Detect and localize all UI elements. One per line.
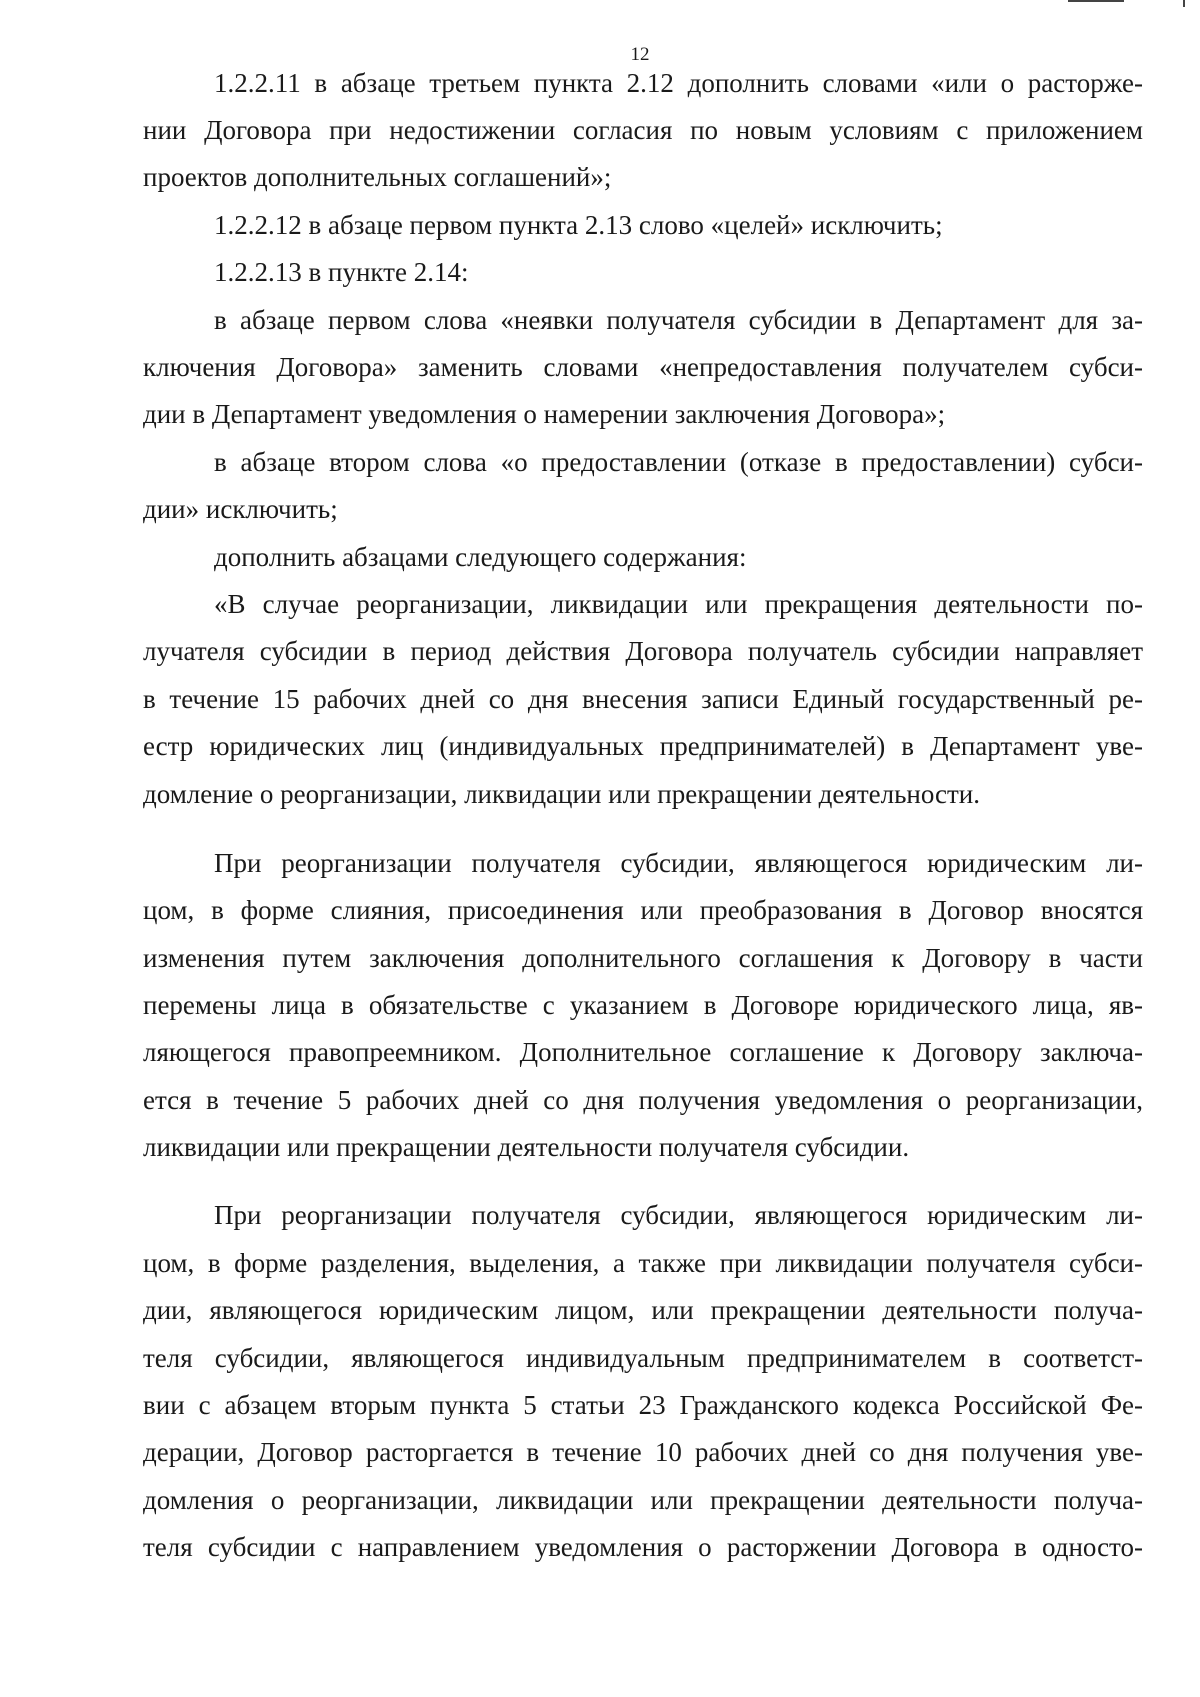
- text-line: При реорганизации получателя субсидии, являющегося юридическим ли-: [214, 848, 1143, 878]
- text-line: ликвидации или прекращении деятельности получателя субсидии.: [143, 1132, 910, 1162]
- text-line: в течение 15 рабочих дней со дня внесения записи Единый государственный ре-: [143, 684, 1143, 714]
- text-line: лучателя субсидии в период действия Договора получатель субсидии направляет: [143, 636, 1143, 666]
- text-line: дии в Департамент уведомления о намерении заключения Договора»;: [143, 399, 946, 429]
- text-line: дии» исключить;: [143, 494, 338, 524]
- scan-mark-right: [1183, 0, 1185, 7]
- text-line: ется в течение 5 рабочих дней со дня получения уведомления о реорганизации,: [143, 1085, 1143, 1115]
- text-line: в абзаце первом слова «неявки получателя субсидии в Департамент для за-: [214, 305, 1143, 335]
- text-line: в абзаце втором слова «о предоставлении (отказе в предоставлении) субси-: [214, 447, 1143, 477]
- text-line: 1.2.2.13 в пункте 2.14:: [214, 257, 469, 287]
- text-line: При реорганизации получателя субсидии, являющегося юридическим ли-: [214, 1200, 1143, 1230]
- text-line: ляющегося правопреемником. Дополнительное соглашение к Договору заключа-: [143, 1037, 1143, 1067]
- text-line: цом, в форме слияния, присоединения или преобразования в Договор вносятся: [143, 895, 1143, 925]
- text-line: дерации, Договор расторгается в течение 10 рабочих дней со дня получения уве-: [143, 1437, 1143, 1467]
- text-line: проектов дополнительных соглашений»;: [143, 162, 612, 192]
- text-line: 1.2.2.12 в абзаце первом пункта 2.13 слово «целей» исключить;: [214, 210, 943, 240]
- text-line: домление о реорганизации, ликвидации или прекращении деятельности.: [143, 779, 980, 809]
- text-line: перемены лица в обязательстве с указанием в Договоре юридического лица, яв-: [143, 990, 1143, 1020]
- text-line: вии с абзацем вторым пункта 5 статьи 23 Гражданского кодекса Российской Фе-: [143, 1390, 1143, 1420]
- text-line: нии Договора при недостижении согласия по новым условиям с приложением: [143, 115, 1143, 145]
- text-line: теля субсидии с направлением уведомления о расторжении Договора в односто-: [143, 1532, 1143, 1562]
- text-line: домления о реорганизации, ликвидации или прекращении деятельности получа-: [143, 1485, 1143, 1515]
- text-line: цом, в форме разделения, выделения, а также при ликвидации получателя субси-: [143, 1248, 1143, 1278]
- text-line: дии, являющегося юридическим лицом, или прекращении деятельности получа-: [143, 1295, 1143, 1325]
- text-line: естр юридических лиц (индивидуальных предпринимателей) в Департамент уве-: [143, 731, 1143, 761]
- page-number: 12: [630, 44, 650, 65]
- scan-mark-left: [1068, 0, 1124, 2]
- text-line: дополнить абзацами следующего содержания:: [214, 542, 747, 572]
- text-line: «В случае реорганизации, ликвидации или прекращения деятельности по-: [214, 589, 1143, 619]
- text-line: изменения путем заключения дополнительного соглашения к Договору в части: [143, 943, 1143, 973]
- text-line: теля субсидии, являющегося индивидуальным предпринимателем в соответст-: [143, 1343, 1143, 1373]
- text-line: ключения Договора» заменить словами «непредоставления получателем субси-: [143, 352, 1143, 382]
- text-line: 1.2.2.11 в абзаце третьем пункта 2.12 дополнить словами «или о расторже-: [214, 68, 1143, 98]
